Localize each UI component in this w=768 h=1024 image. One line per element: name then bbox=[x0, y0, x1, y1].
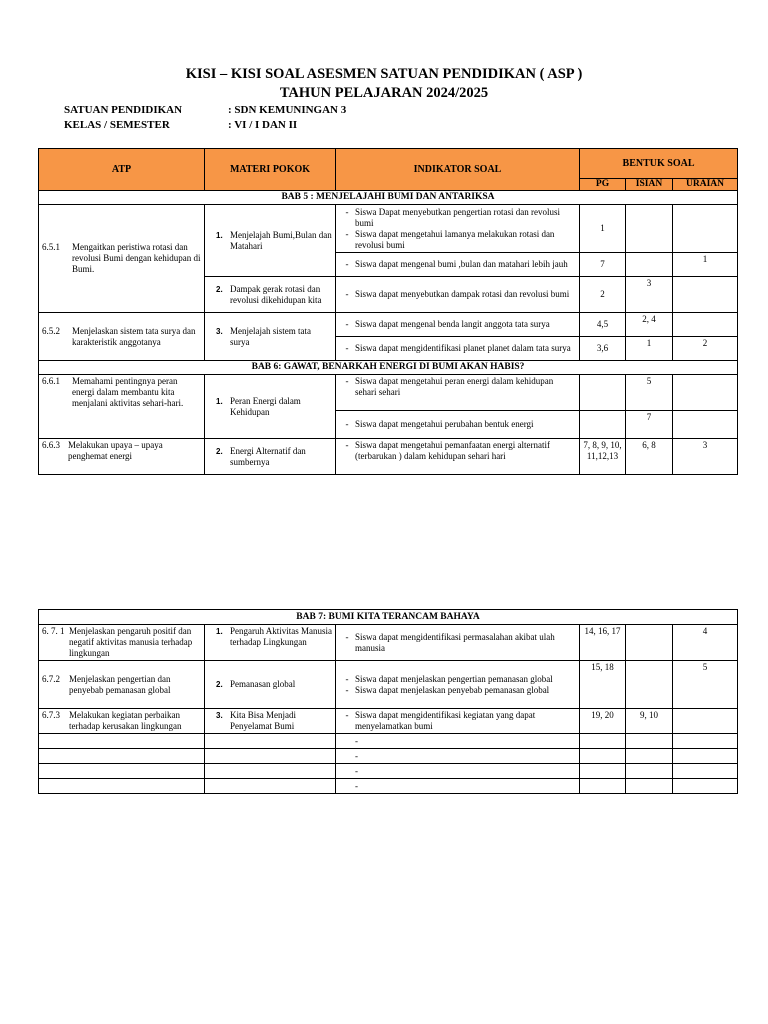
pg-cell: 1 bbox=[580, 205, 626, 253]
empty-cell bbox=[39, 779, 205, 794]
atp-code: 6.5.2 bbox=[42, 325, 60, 336]
bullet-dash: - bbox=[345, 259, 349, 269]
pg-cell: 2 bbox=[580, 277, 626, 313]
indikator-text: Siswa dapat mengetahui perubahan bentuk energi bbox=[355, 419, 534, 429]
indikator-cell bbox=[336, 661, 580, 709]
atp-code: 6.6.3 bbox=[42, 440, 60, 450]
isian-cell bbox=[626, 625, 673, 661]
table-row bbox=[39, 625, 738, 661]
empty-row bbox=[39, 734, 738, 749]
indikator-cell bbox=[336, 205, 580, 253]
atp-cell bbox=[39, 625, 205, 661]
header-bentuk-soal: BENTUK SOAL bbox=[580, 149, 738, 179]
empty-cell bbox=[673, 764, 738, 779]
atp-cell bbox=[39, 661, 205, 709]
indikator-cell bbox=[336, 709, 580, 734]
empty-cell bbox=[580, 749, 626, 764]
materi-number: 1. bbox=[216, 627, 223, 636]
document-title: KISI – KISI SOAL ASESMEN SATUAN PENDIDIKAN ( ASP ) bbox=[185, 66, 583, 82]
bullet-dash: - bbox=[345, 289, 349, 299]
atp-cell bbox=[39, 205, 205, 313]
satuan-value: : SDN KEMUNINGAN 3 bbox=[228, 104, 347, 116]
bullet-dash: - bbox=[345, 343, 349, 353]
bullet-dash: - bbox=[345, 440, 349, 450]
kisi-table-1 bbox=[38, 148, 738, 475]
atp-text: Menjelaskan pengaruh positif dan negatif aktivitas manusia terhadap lingkungan bbox=[69, 626, 193, 658]
indikator-text: Siswa dapat mengetahui pemanfaatan energi alternatif (terbarukan ) dalam kehidupan sehari hari bbox=[355, 440, 551, 461]
header-uraian: URAIAN bbox=[673, 179, 738, 191]
uraian-cell bbox=[673, 411, 738, 439]
indikator-text: Siswa dapat mengidentifikasi permasalahan akibat ulah manusia bbox=[355, 631, 555, 653]
bullet-dash: - bbox=[345, 376, 349, 386]
isian-cell: 5 bbox=[626, 375, 673, 411]
materi-cell bbox=[205, 375, 336, 439]
indikator-cell bbox=[336, 337, 580, 361]
materi-text: Pengaruh Aktivitas Manusia terhadap Lingkungan bbox=[230, 626, 332, 647]
atp-cell bbox=[39, 375, 205, 439]
empty-cell bbox=[205, 764, 336, 779]
uraian-cell bbox=[673, 277, 738, 313]
indikator-dash: - bbox=[336, 749, 580, 764]
materi-cell bbox=[205, 439, 336, 475]
isian-cell: 3 bbox=[626, 277, 673, 313]
atp-text: Mengaitkan peristiwa rotasi dan revolusi Bumi dengan kehidupan di Bumi. bbox=[72, 242, 201, 274]
atp-cell bbox=[39, 709, 205, 734]
indikator-dash: - bbox=[336, 734, 580, 749]
materi-text: Kita Bisa Menjadi Penyelamat Bumi bbox=[230, 710, 296, 731]
atp-code: 6.5.1 bbox=[42, 242, 60, 252]
table-row bbox=[39, 661, 738, 709]
pg-cell: 19, 20 bbox=[580, 709, 626, 734]
empty-row bbox=[39, 764, 738, 779]
uraian-cell bbox=[673, 375, 738, 411]
table-row bbox=[39, 375, 738, 411]
uraian-cell bbox=[673, 205, 738, 253]
empty-cell bbox=[39, 764, 205, 779]
materi-cell bbox=[205, 313, 336, 361]
materi-text: Peran Energi dalam Kehidupan bbox=[230, 395, 301, 417]
indikator-dash: - bbox=[336, 764, 580, 779]
atp-cell bbox=[39, 439, 205, 475]
indikator-cell bbox=[336, 411, 580, 439]
indikator-cell bbox=[336, 313, 580, 337]
isian-cell: 7 bbox=[626, 411, 673, 439]
pg-cell: 15, 18 bbox=[580, 661, 626, 709]
table-row bbox=[39, 439, 738, 475]
atp-text: Memahami pentingnya peran energi dalam membantu kita menjalani aktivitas sehari-hari. bbox=[72, 376, 184, 408]
header-isian: ISIAN bbox=[626, 179, 673, 191]
bab5-title: BAB 5 : MENJELAJAHI BUMI DAN ANTARIKSA bbox=[39, 191, 738, 205]
info-satuan bbox=[64, 104, 346, 116]
bullet-dash: - bbox=[345, 673, 349, 684]
materi-cell bbox=[205, 661, 336, 709]
indikator-text: Siswa dapat mengidentifikasi planet planet dalam tata surya bbox=[355, 343, 571, 353]
atp-code: 6.7.2 bbox=[42, 673, 60, 684]
materi-cell bbox=[205, 625, 336, 661]
empty-cell bbox=[626, 764, 673, 779]
empty-cell bbox=[580, 734, 626, 749]
bullet-dash: - bbox=[345, 319, 349, 329]
materi-cell bbox=[205, 709, 336, 734]
indikator-text: Siswa dapat menjelaskan pengertian pemanasan global bbox=[355, 673, 553, 684]
empty-cell bbox=[626, 779, 673, 794]
materi-cell bbox=[205, 277, 336, 313]
empty-cell bbox=[580, 779, 626, 794]
indikator-dash: - bbox=[336, 779, 580, 794]
empty-cell bbox=[205, 749, 336, 764]
uraian-cell: 3 bbox=[673, 439, 738, 475]
header-atp: ATP bbox=[39, 149, 205, 191]
uraian-cell: 5 bbox=[673, 661, 738, 709]
atp-text: Melakukan kegiatan perbaikan terhadap kerusakan lingkungan bbox=[69, 710, 182, 731]
pg-cell: 7 bbox=[580, 253, 626, 277]
pg-cell: 14, 16, 17 bbox=[580, 625, 626, 661]
empty-cell bbox=[39, 749, 205, 764]
kelas-label: KELAS / SEMESTER bbox=[64, 119, 170, 131]
materi-number: 1. bbox=[216, 230, 223, 240]
isian-cell bbox=[626, 205, 673, 253]
indikator-cell bbox=[336, 253, 580, 277]
table-row bbox=[39, 313, 738, 337]
materi-number: 2. bbox=[216, 284, 223, 294]
empty-cell bbox=[580, 764, 626, 779]
atp-code: 6. 7. 1 bbox=[42, 626, 65, 636]
indikator-text: Siswa dapat mengidentifikasi kegiatan yang dapat menyelamatkan bumi bbox=[355, 710, 536, 731]
materi-text: Energi Alternatif dan sumbernya bbox=[230, 445, 306, 467]
empty-cell bbox=[673, 749, 738, 764]
bullet-dash: - bbox=[345, 631, 349, 642]
info-kelas bbox=[64, 119, 297, 131]
uraian-cell: 2 bbox=[673, 337, 738, 361]
materi-number: 3. bbox=[216, 326, 223, 336]
empty-cell bbox=[205, 734, 336, 749]
indikator-text: Siswa dapat mengenal benda langit anggota tata surya bbox=[355, 319, 550, 329]
materi-text: Pemanasan global bbox=[230, 679, 296, 689]
materi-number: 3. bbox=[216, 711, 223, 720]
empty-cell bbox=[205, 779, 336, 794]
atp-text: Menjelaskan pengertian dan penyebab pemanasan global bbox=[69, 673, 171, 695]
isian-cell: 9, 10 bbox=[626, 709, 673, 734]
indikator-text: Siswa dapat menjelaskan penyebab pemanasan global bbox=[355, 684, 550, 695]
bullet-dash: - bbox=[345, 710, 349, 720]
atp-code: 6.7.3 bbox=[42, 710, 60, 720]
indikator-text: Siswa dapat mengetahui peran energi dalam kehidupan sehari sehari bbox=[355, 376, 554, 397]
empty-cell bbox=[673, 734, 738, 749]
pg-cell: 7, 8, 9, 10, 11,12,13 bbox=[580, 439, 626, 475]
table-row bbox=[39, 205, 738, 253]
materi-number: 2. bbox=[216, 680, 223, 689]
materi-number: 2. bbox=[216, 446, 223, 456]
indikator-cell bbox=[336, 625, 580, 661]
uraian-cell: 1 bbox=[673, 253, 738, 277]
isian-cell bbox=[626, 661, 673, 709]
materi-text: Menjelajah sistem tata surya bbox=[230, 325, 311, 347]
materi-text: Dampak gerak rotasi dan revolusi dikehidupan kita bbox=[230, 283, 322, 305]
kisi-table-2 bbox=[38, 609, 738, 794]
uraian-cell bbox=[673, 709, 738, 734]
empty-cell bbox=[39, 734, 205, 749]
kelas-value: : VI / I DAN II bbox=[228, 119, 298, 131]
indikator-text: Siswa dapat menyebutkan dampak rotasi dan revolusi bumi bbox=[355, 289, 570, 299]
indikator-text: Siswa dapat mengetahui lamanya melakukan rotasi dan revolusi bumi bbox=[355, 228, 555, 250]
empty-row bbox=[39, 779, 738, 794]
materi-text: Menjelajah Bumi,Bulan dan Matahari bbox=[230, 229, 332, 251]
empty-cell bbox=[626, 749, 673, 764]
uraian-cell: 4 bbox=[673, 625, 738, 661]
isian-cell bbox=[626, 253, 673, 277]
materi-cell bbox=[205, 205, 336, 277]
table-row bbox=[39, 709, 738, 734]
empty-row bbox=[39, 749, 738, 764]
header-indikator: INDIKATOR SOAL bbox=[336, 149, 580, 191]
pg-cell bbox=[580, 375, 626, 411]
pg-cell: 3,6 bbox=[580, 337, 626, 361]
bullet-dash: - bbox=[345, 419, 349, 429]
satuan-label: SATUAN PENDIDIKAN bbox=[64, 104, 183, 116]
empty-cell bbox=[626, 734, 673, 749]
materi-number: 1. bbox=[216, 396, 223, 406]
document-subtitle: TAHUN PELAJARAN 2024/2025 bbox=[279, 85, 489, 101]
indikator-text: Siswa Dapat menyebutkan pengertian rotasi dan revolusi bumi bbox=[355, 206, 560, 228]
atp-cell bbox=[39, 313, 205, 361]
indikator-cell bbox=[336, 439, 580, 475]
bab6-title: BAB 6: GAWAT, BENARKAH ENERGI DI BUMI AKAN HABIS? bbox=[39, 361, 738, 375]
uraian-cell bbox=[673, 313, 738, 337]
isian-cell: 2, 4 bbox=[626, 313, 673, 337]
isian-cell: 6, 8 bbox=[626, 439, 673, 475]
atp-code: 6.6.1 bbox=[42, 376, 60, 386]
atp-text: Menjelaskan sistem tata surya dan karakteristik anggotanya bbox=[72, 325, 196, 347]
pg-cell bbox=[580, 411, 626, 439]
indikator-text: Siswa dapat mengenal bumi ,bulan dan matahari lebih jauh bbox=[355, 259, 568, 269]
pg-cell: 4,5 bbox=[580, 313, 626, 337]
atp-text: Melakukan upaya – upaya penghemat energi bbox=[68, 440, 163, 461]
header-pg: PG bbox=[580, 179, 626, 191]
indikator-cell bbox=[336, 277, 580, 313]
bullet-dash: - bbox=[345, 228, 349, 239]
bab7-title: BAB 7: BUMI KITA TERANCAM BAHAYA bbox=[39, 610, 738, 625]
empty-cell bbox=[673, 779, 738, 794]
bullet-dash: - bbox=[345, 206, 349, 217]
header-materi: MATERI POKOK bbox=[205, 149, 336, 191]
indikator-cell bbox=[336, 375, 580, 411]
bullet-dash: - bbox=[345, 684, 349, 695]
isian-cell: 1 bbox=[626, 337, 673, 361]
